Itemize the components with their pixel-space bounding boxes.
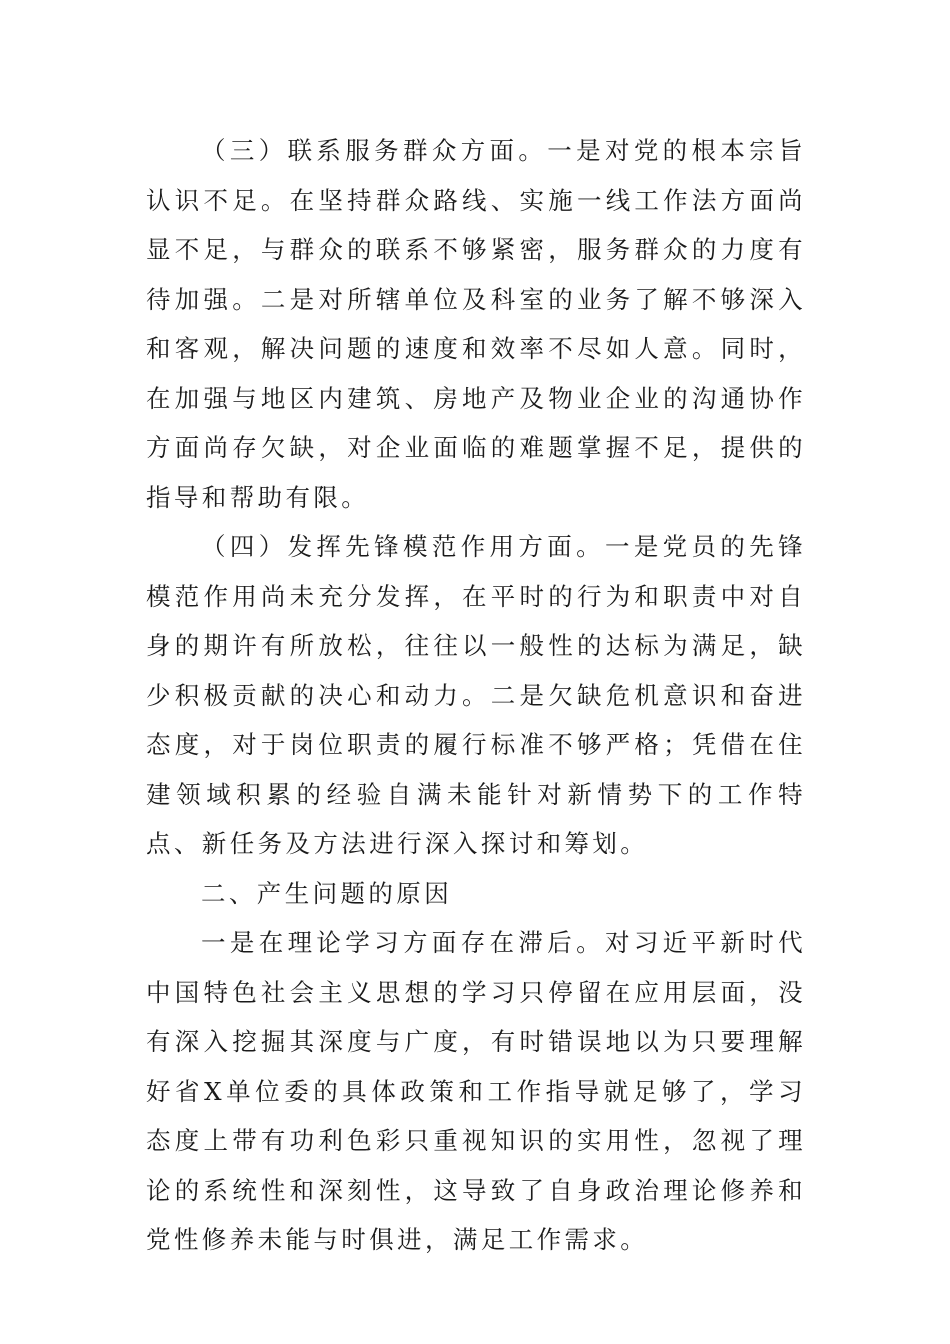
document-body: [146, 126, 806, 1265]
paragraph-vanguard-role: （四）发挥先锋模范作用方面。一是党员的先锋模范作用尚未充分发挥，在平时的行为和职责中对自身的期许有所放松，往往以一般性的达标为满足，缺少积极贡献的决心和动力。二是欠缺危机意识和奋进态度，对于岗位职责的履行标准不够严格；凭借在住建领域积累的经验自满未能针对新情势下的工作特点、新任务及方法进行深入探讨和筹划。: [146, 532, 806, 858]
paragraph-theory-study: 一是在理论学习方面存在滞后。对习近平新时代中国特色社会主义思想的学习只停留在应用层面，没有深入挖掘其深度与广度，有时错误地以为只要理解好省X单位委的具体政策和工作指导就足够了，学习态度上带有功利色彩只重视知识的实用性，忽视了理论的系统性和深刻性，这导致了自身政治理论修养和党性修养未能与时俱进，满足工作需求。: [146, 928, 806, 1254]
paragraph-service-masses: （三）联系服务群众方面。一是对党的根本宗旨认识不足。在坚持群众路线、实施一线工作法方面尚显不足，与群众的联系不够紧密，服务群众的力度有待加强。二是对所辖单位及科室的业务了解不够深入和客观，解决问题的速度和效率不尽如人意。同时，在加强与地区内建筑、房地产及物业企业的沟通协作方面尚存欠缺，对企业面临的难题掌握不足，提供的指导和帮助有限。: [146, 136, 806, 512]
section-heading-causes: 二、产生问题的原因: [201, 878, 453, 908]
